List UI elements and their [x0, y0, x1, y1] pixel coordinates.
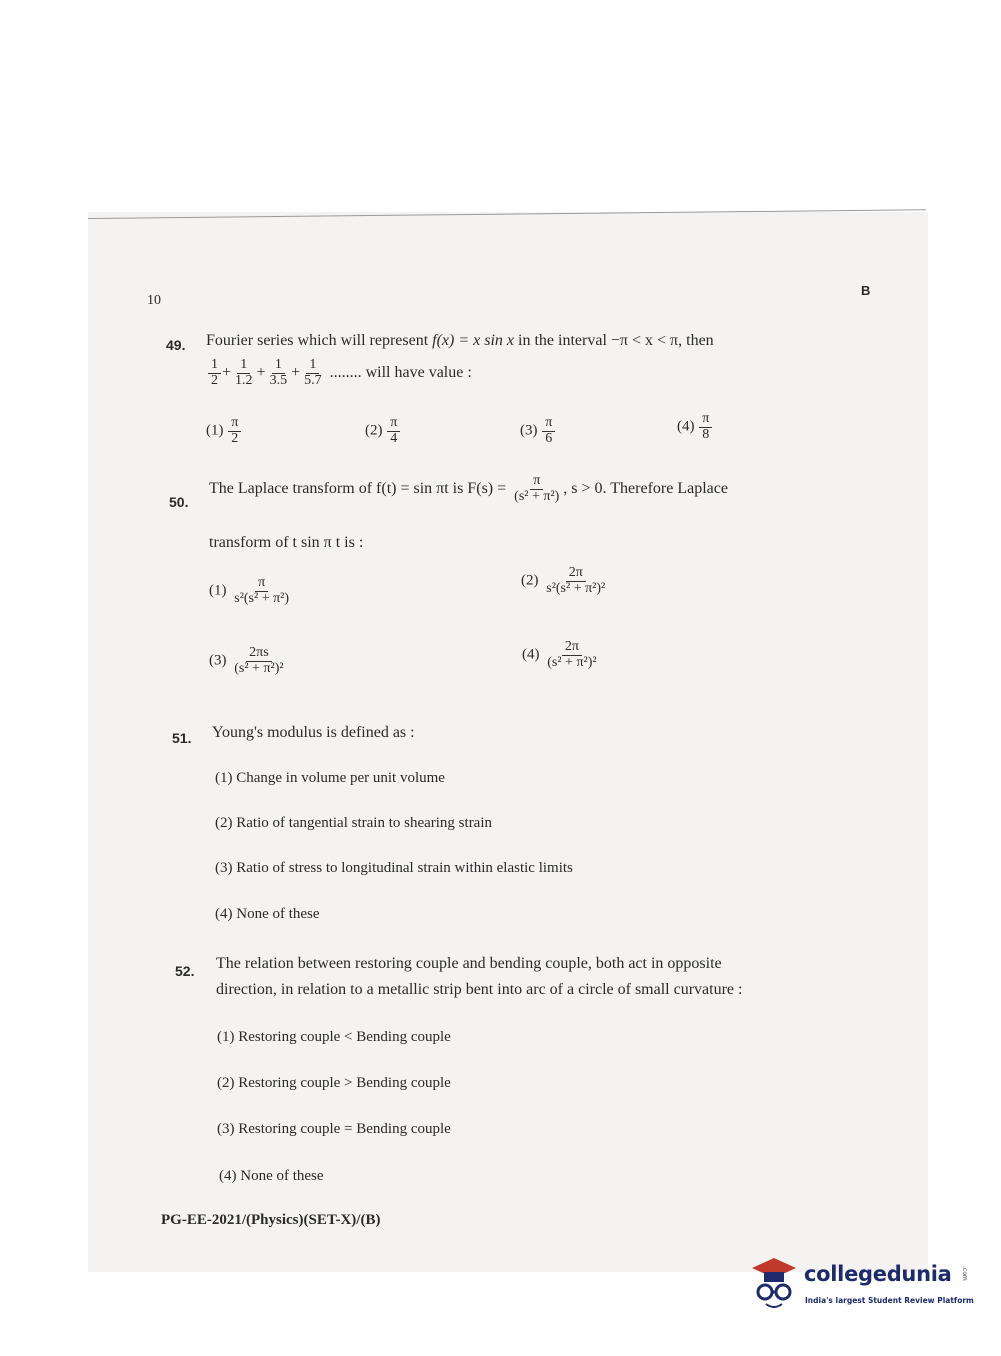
- collegedunia-logo: [748, 1252, 978, 1322]
- q51-option-3: (3) Ratio of stress to longitudinal strain within elastic limits: [215, 860, 573, 876]
- logo-tagline: India's largest Student Review Platform: [805, 1296, 974, 1305]
- q49-option-4: (4) $\frac{\pi}{8}$: [677, 412, 713, 442]
- q52-text-line1: The relation between restoring couple and bending couple, both act in opposite: [216, 955, 722, 972]
- q50-text: The Laplace transform of f(t) = sin πt is F(s) = $\frac{\pi}{\text{(s² + π²)}}$ , s > 0. Therefore Laplace: [209, 473, 728, 504]
- q51-option-1: (1) Change in volume per unit volume: [215, 770, 445, 786]
- q49-option-3: (3) $\frac{\pi}{6}$: [520, 416, 556, 446]
- series-term: $\frac{1}{3.5}$: [269, 357, 288, 388]
- q50-number: 50.: [169, 494, 189, 510]
- q52-option-3: (3) Restoring couple = Bending couple: [217, 1121, 451, 1137]
- logo-com: .com: [961, 1266, 968, 1281]
- q51-option-2: (2) Ratio of tangential strain to shearing strain: [215, 815, 493, 831]
- q52-text-line2: direction, in relation to a metallic strip bent into arc of a circle of small curvature :: [216, 981, 743, 998]
- q52-option-1: (1) Restoring couple < Bending couple: [217, 1029, 451, 1045]
- q49-number: 49.: [166, 337, 186, 353]
- q49-series: $\frac{1}{2}$ + $\frac{1}{1.2}$ + $\frac{1}{3.5}$ + $\frac{1}{5.7}$ ........ will have value :: [207, 358, 472, 388]
- q51-number: 51.: [172, 730, 192, 746]
- q51-option-4: (4) None of these: [215, 906, 320, 922]
- logo-wordmark: collegedunia: [804, 1262, 952, 1286]
- q50-option-2: (2) $\frac{2\pi}{\text{s²(s² + π²)²}}$: [521, 565, 606, 596]
- q50-text-cont: transform of t sin π t is :: [209, 534, 364, 551]
- q49-text: Fourier series which will represent f(x) = x sin x in the interval −π < x < π, then: [206, 332, 714, 349]
- q52-option-2: (2) Restoring couple > Bending couple: [217, 1075, 451, 1091]
- series-term: $\frac{1}{2}$: [208, 358, 221, 388]
- q49-option-1: (1) $\frac{\pi}{2}$: [206, 416, 242, 446]
- q50-option-1: (1) $\frac{\pi}{\text{s²(s² + π²)}}$: [209, 575, 290, 606]
- q52-number: 52.: [175, 963, 195, 979]
- q52-option-4: (4) None of these: [219, 1168, 324, 1184]
- paper-code-footer: PG-EE-2021/(Physics)(SET-X)/(B): [161, 1212, 381, 1228]
- page-number: 10: [147, 293, 161, 308]
- q50-option-4: (4) $\frac{2\pi}{\text{(s² + π²)²}}$: [522, 639, 597, 670]
- series-term: $\frac{1}{5.7}$: [304, 357, 322, 388]
- q51-text: Young's modulus is defined as :: [212, 724, 415, 741]
- set-code: B: [861, 283, 871, 298]
- laplace-fraction: $\frac{\pi}{\text{(s² + π²)}}$: [514, 473, 560, 504]
- series-term: $\frac{1}{1.2}$: [235, 357, 253, 388]
- graduate-mascot-icon: [748, 1252, 802, 1314]
- q50-option-3: (3) $\frac{2\pi s}{\text{(s² + π²)²}}$: [209, 645, 284, 676]
- q49-option-2: (2) $\frac{\pi}{4}$: [365, 416, 401, 446]
